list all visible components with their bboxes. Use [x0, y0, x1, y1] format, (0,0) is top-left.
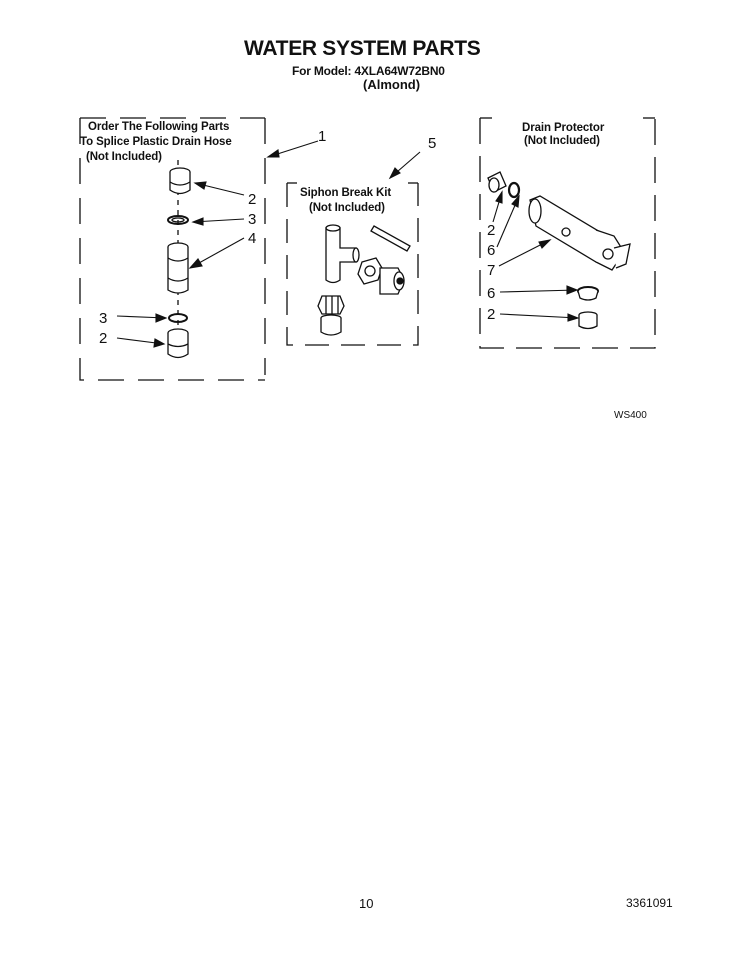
callout-drain-2-top: 2: [487, 222, 496, 239]
siphon-panel-line1: Siphon Break Kit: [300, 187, 392, 199]
page-title: WATER SYSTEM PARTS: [244, 37, 481, 60]
drain-panel-line1: Drain Protector: [522, 122, 605, 134]
splice-panel-line3: (Not Included): [86, 151, 162, 163]
callout-drain-2-bottom: 2: [487, 306, 496, 323]
page-number: 10: [359, 896, 374, 911]
siphon-panel-line2: (Not Included): [309, 202, 385, 214]
splice-panel-line2: To Splice Plastic Drain Hose: [80, 136, 232, 148]
model-number: For Model: 4XLA64W72BN0: [292, 64, 445, 78]
splice-parts: [168, 160, 190, 358]
callout-splice-2-bottom: 2: [99, 330, 108, 347]
callout-drain-6-top: 6: [487, 242, 496, 259]
document-number: 3361091: [626, 896, 673, 910]
splice-panel-line1: Order The Following Parts: [88, 121, 230, 133]
callout-drain-7: 7: [487, 262, 496, 279]
callout-5: 5: [428, 135, 437, 152]
callout-drain-6-bottom: 6: [487, 285, 496, 302]
drain-panel-line2: (Not Included): [524, 135, 600, 147]
drain-parts: [488, 172, 630, 329]
siphon-parts: [318, 225, 410, 335]
callout-1: 1: [318, 128, 327, 145]
callout-splice-3-top: 3: [248, 211, 257, 228]
model-color: (Almond): [363, 77, 421, 92]
callout-splice-2-top: 2: [248, 191, 257, 208]
callout-splice-4: 4: [248, 230, 257, 247]
callout-splice-3-bottom: 3: [99, 310, 108, 327]
figure-code: WS400: [614, 410, 647, 421]
